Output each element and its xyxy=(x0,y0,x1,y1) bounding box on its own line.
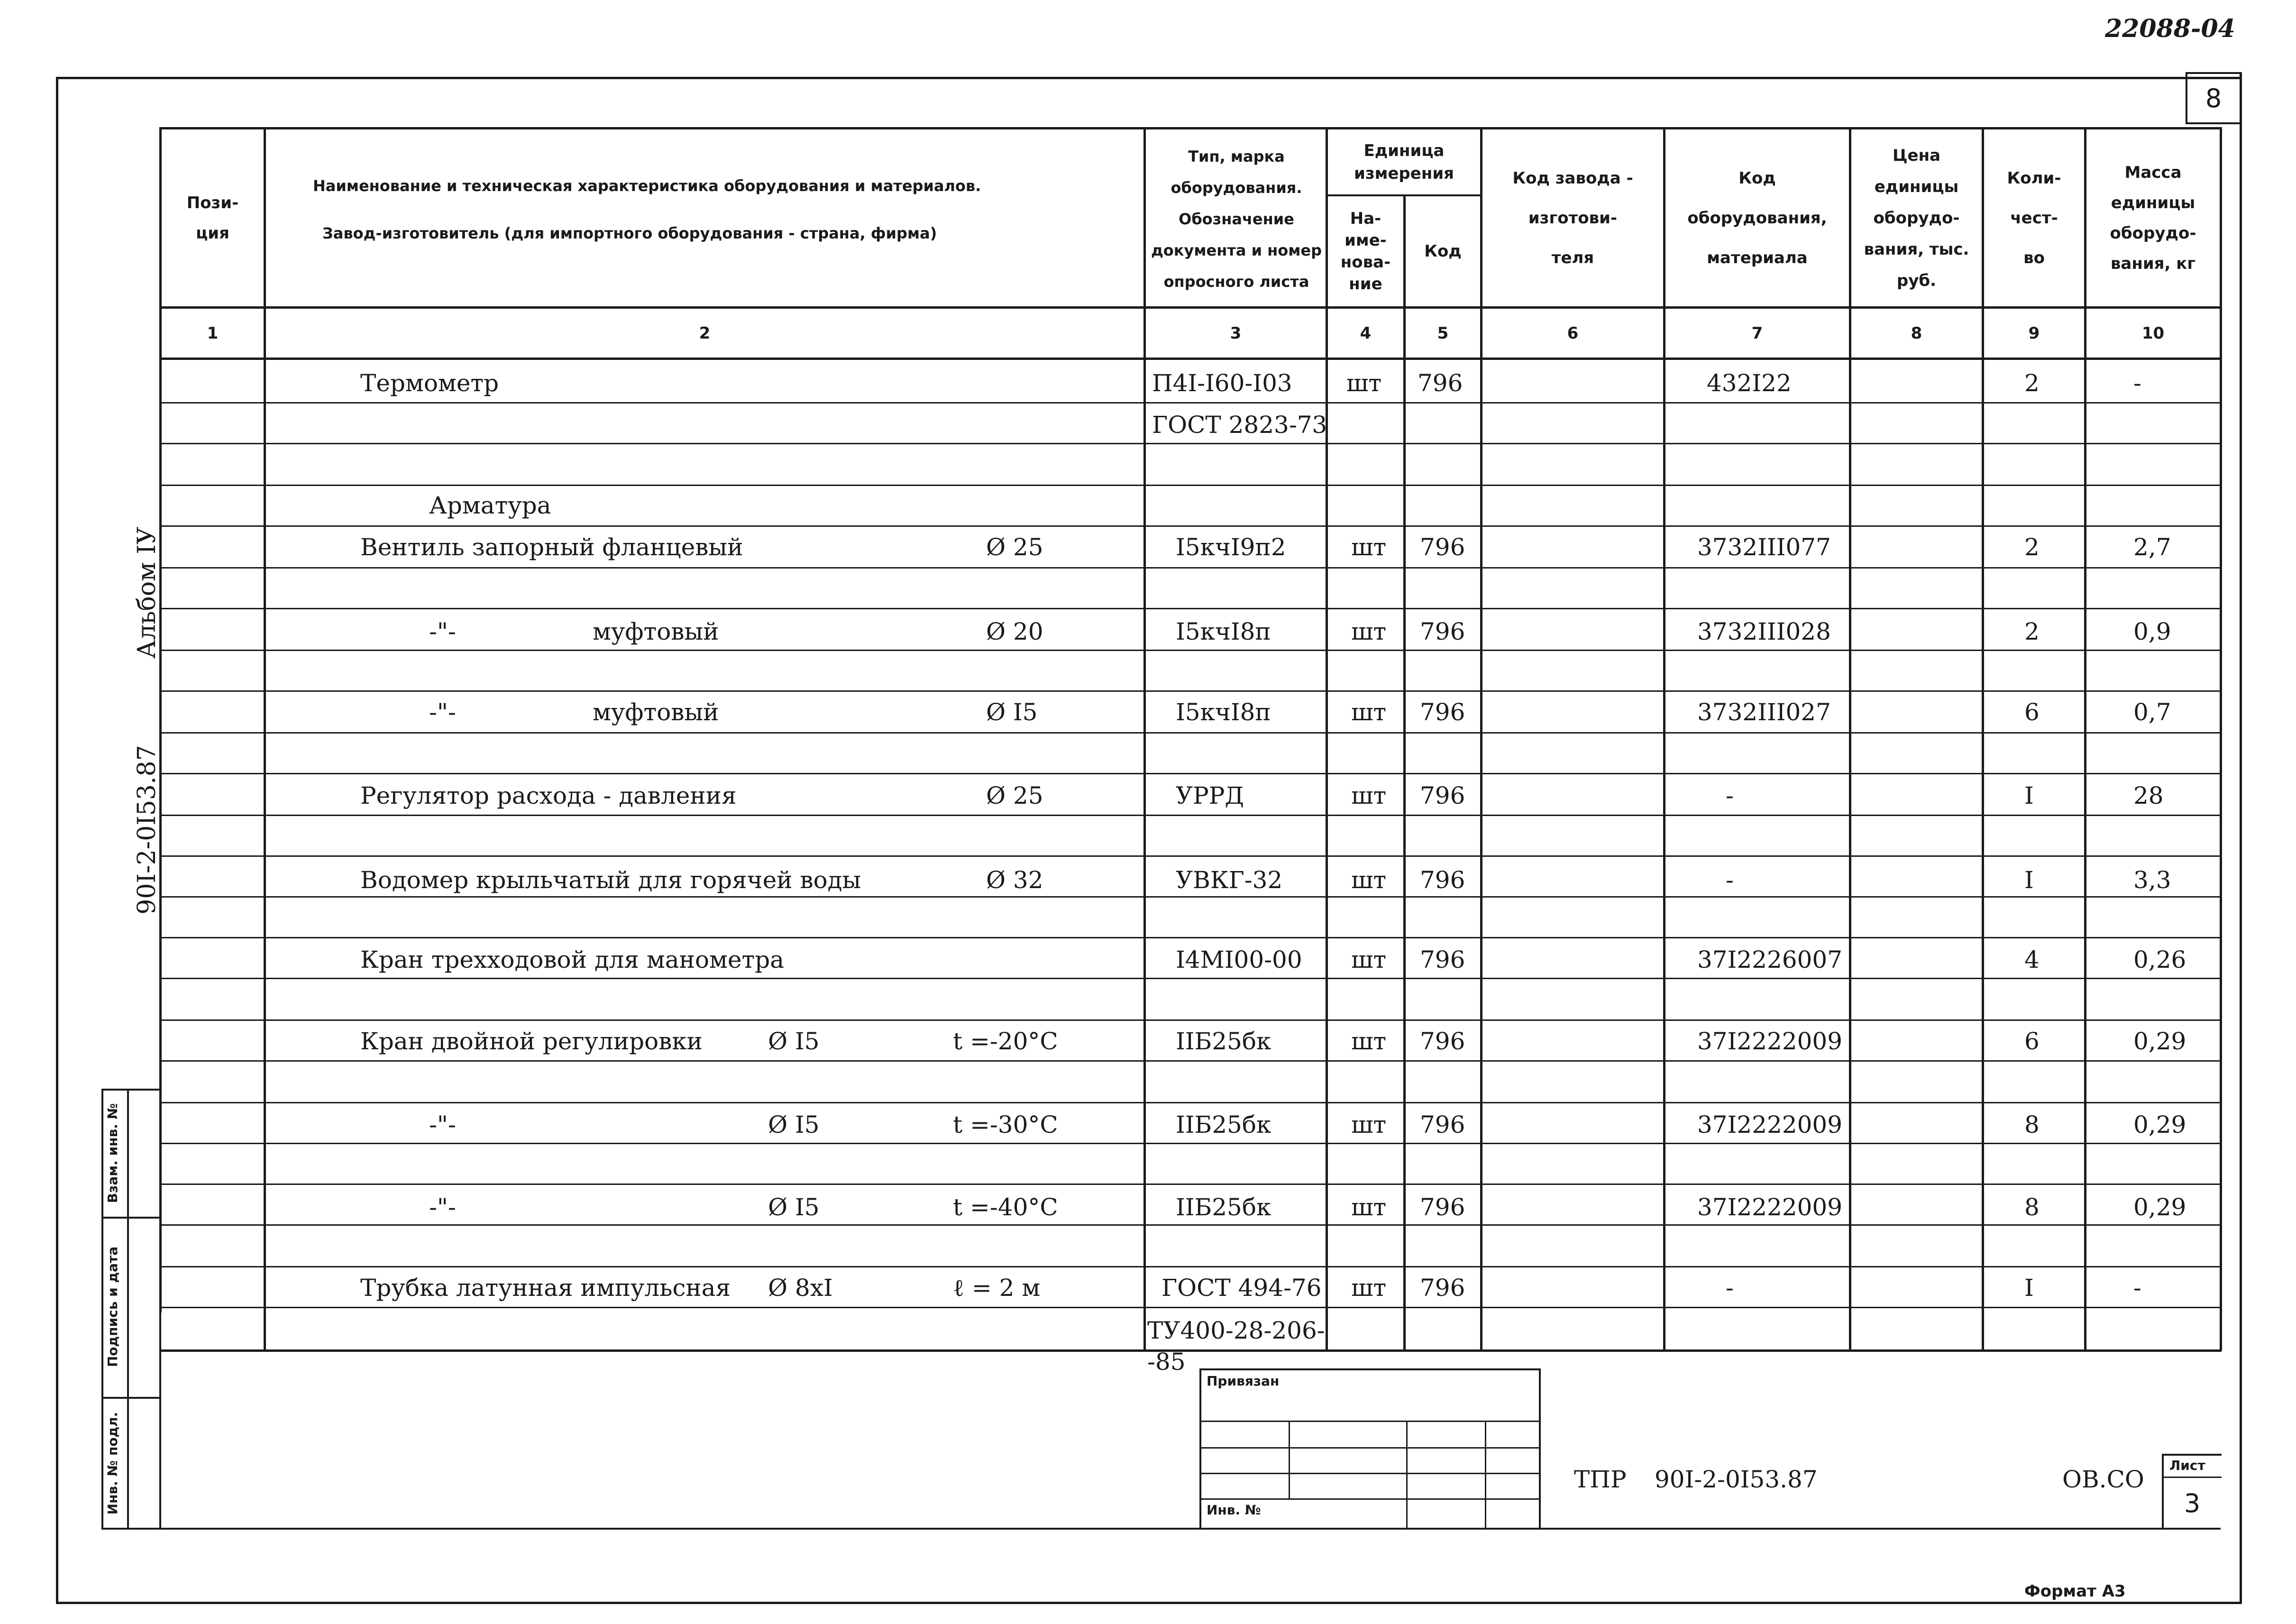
row-line xyxy=(159,1307,2222,1308)
header-unit-code: Код xyxy=(1424,242,1462,261)
side-stamp-top xyxy=(101,1089,161,1091)
row-line xyxy=(159,567,2222,569)
row-code: 796 xyxy=(1420,782,1465,809)
row-type: IIБ25бк xyxy=(1176,1028,1271,1055)
row-unit: шт xyxy=(1351,1111,1387,1138)
row-name: -"- xyxy=(429,1193,456,1221)
row-name: Кран трехходовой для манометра xyxy=(360,946,784,973)
row-param: t =-30°C xyxy=(953,1111,1058,1138)
row-type: IIБ25бк xyxy=(1176,1193,1271,1221)
row-dim: Ø I5 xyxy=(768,1111,820,1138)
row-qty: 6 xyxy=(2024,698,2040,726)
row-mass: 0,29 xyxy=(2133,1111,2186,1138)
stamp-line xyxy=(1199,1473,1541,1474)
frame-top xyxy=(56,77,2241,79)
row-line xyxy=(159,815,2222,816)
header-factory-code: Код завода - изготови- теля xyxy=(1512,168,1633,267)
album-label: Альбом IУ xyxy=(133,526,161,659)
stamp-line xyxy=(1199,1498,1541,1500)
stamp-sheet-label: Лист xyxy=(2169,1458,2205,1473)
row-code: 796 xyxy=(1420,866,1465,894)
row-unit: шт xyxy=(1351,782,1387,809)
row-qty: 2 xyxy=(2024,369,2040,397)
project-label: 90I-2-0I53.87 xyxy=(133,745,161,915)
header-position: Пози- ция xyxy=(186,193,239,243)
row-dim: Ø 20 xyxy=(986,618,1043,645)
row-mass: 28 xyxy=(2133,782,2164,809)
row-code: 796 xyxy=(1420,1028,1465,1055)
header-equipment-code: Код оборудования, материала xyxy=(1687,168,1827,267)
side-stamp-div1 xyxy=(101,1217,161,1219)
row-mass: - xyxy=(2133,1274,2141,1302)
stamp-line xyxy=(1485,1421,1486,1529)
colnum-2: 2 xyxy=(699,323,711,343)
stamp-inv-label: Инв. № xyxy=(1207,1502,1261,1518)
col-line-10 xyxy=(2220,127,2222,1350)
row-unit: шт xyxy=(1351,946,1387,973)
section-title: Арматура xyxy=(429,492,551,519)
row-type: П4I-I60-I03 xyxy=(1152,369,1292,397)
stamp-doc-number: 90I-2-0I53.87 xyxy=(1655,1466,1818,1493)
row-type: I5кчI8п xyxy=(1176,698,1271,726)
row-mass: - xyxy=(2133,369,2141,397)
stamp-line xyxy=(1199,1421,1541,1422)
document-code: 22088-04 xyxy=(2105,14,2235,43)
row-equip: 3732III077 xyxy=(1697,533,1831,561)
row-subname: муфтовый xyxy=(593,698,719,726)
header-price: Цена единицы оборудо- вания, тыс. руб. xyxy=(1864,146,1969,290)
row-mass: 3,3 xyxy=(2133,866,2171,894)
header-name-line1: Наименование и техническая характеристика оборудования и материалов. xyxy=(313,177,981,195)
sheet-corner-number: 8 xyxy=(2205,83,2222,113)
row-line xyxy=(159,1143,2222,1144)
frame-bottom xyxy=(56,1602,2241,1604)
row-line xyxy=(159,1224,2222,1226)
colnum-10: 10 xyxy=(2141,323,2165,343)
row-qty: 8 xyxy=(2024,1111,2040,1138)
row-qty: 4 xyxy=(2024,946,2040,973)
colnum-bottom xyxy=(159,358,2222,360)
header-unit-name: На- име- нова- ние xyxy=(1340,209,1391,294)
row-name: Вентиль запорный фланцевый xyxy=(360,533,743,561)
stamp-line xyxy=(1199,1447,1541,1449)
row-name: Регулятор расхода - давления xyxy=(360,782,737,809)
row-unit: шт xyxy=(1351,618,1387,645)
row-dim: Ø I5 xyxy=(768,1028,820,1055)
row-code: 796 xyxy=(1420,533,1465,561)
row-line xyxy=(159,896,2222,898)
row-type: ГОСТ 2823-73 xyxy=(1152,411,1327,439)
header-name-line2: Завод-изготовитель (для импортного оборудования - страна, фирма) xyxy=(322,224,937,242)
row-subname: муфтовый xyxy=(593,618,719,645)
side-stamp-mid xyxy=(127,1089,129,1530)
row-name: Кран двойной регулировки xyxy=(360,1028,703,1055)
row-mass: 0,29 xyxy=(2133,1028,2186,1055)
row-line xyxy=(159,1019,2222,1021)
stamp-box-right xyxy=(1539,1368,1541,1530)
row-qty: 8 xyxy=(2024,1193,2040,1221)
colnum-7: 7 xyxy=(1751,323,1763,343)
row-line xyxy=(159,1266,2222,1267)
row-equip: - xyxy=(1726,866,1734,894)
row-name: -"- xyxy=(429,618,456,645)
row-line xyxy=(159,485,2222,486)
row-dim: Ø I5 xyxy=(986,698,1038,726)
side-stamp-div2 xyxy=(101,1397,161,1399)
sheet-box-mid xyxy=(2162,1477,2222,1478)
row-param: ℓ = 2 м xyxy=(953,1274,1041,1302)
row-line xyxy=(159,1184,2222,1185)
sheet-box-left xyxy=(2162,1454,2164,1529)
row-equip: 432I22 xyxy=(1707,369,1792,397)
row-line xyxy=(159,937,2222,938)
frame-left xyxy=(56,77,58,1604)
row-equip: - xyxy=(1726,1274,1734,1302)
stamp-tpr: ТПР xyxy=(1574,1466,1627,1493)
row-type: УВКГ-32 xyxy=(1176,866,1283,894)
row-unit: шт xyxy=(1351,1274,1387,1302)
row-unit: шт xyxy=(1351,1028,1387,1055)
row-dim: Ø 25 xyxy=(986,782,1043,809)
colnum-3: 3 xyxy=(1230,323,1242,343)
stamp-box-left xyxy=(1199,1368,1201,1530)
row-equip: 37I2222009 xyxy=(1697,1111,1843,1138)
table-bottom xyxy=(159,1349,2222,1352)
row-line xyxy=(159,690,2222,692)
row-mass: 0,26 xyxy=(2133,946,2186,973)
row-line xyxy=(159,773,2222,774)
row-param: t =-40°C xyxy=(953,1193,1058,1221)
colnum-8: 8 xyxy=(1911,323,1922,343)
row-qty: I xyxy=(2024,1274,2034,1302)
sign-date-label: Подпись и дата xyxy=(105,1246,120,1367)
inv-orig-label: Инв. № подл. xyxy=(105,1412,120,1515)
row-name: -"- xyxy=(429,698,456,726)
row-equip: 3732III028 xyxy=(1697,618,1831,645)
stamp-box-top xyxy=(1199,1368,1541,1370)
row-unit: шт xyxy=(1351,533,1387,561)
row-unit: шт xyxy=(1346,369,1382,397)
header-type: Тип, марка оборудования. Обозначение документа и номер опросного листа xyxy=(1151,147,1322,291)
row-equip: - xyxy=(1726,782,1734,809)
header-unit: Единица измерения xyxy=(1354,141,1454,183)
side-stamp-right xyxy=(159,1089,161,1530)
row-line xyxy=(159,525,2222,527)
stamp-code: ОВ.СО xyxy=(2062,1466,2144,1493)
colnum-9: 9 xyxy=(2028,323,2040,343)
row-type: IIБ25бк xyxy=(1176,1111,1271,1138)
header-mass: Масса единицы оборудо- вания, кг xyxy=(2110,163,2196,273)
row-name: Трубка латунная импульсная xyxy=(360,1274,731,1302)
row-equip: 37I2226007 xyxy=(1697,946,1843,973)
frame-right xyxy=(2240,72,2242,1604)
stamp-sheet-number: 3 xyxy=(2184,1488,2201,1518)
row-equip: 37I2222009 xyxy=(1697,1028,1843,1055)
stamp-line xyxy=(1289,1421,1290,1498)
corner-box-bottom xyxy=(2186,122,2241,124)
row-dim: Ø 32 xyxy=(986,866,1043,894)
format-label: Формат А3 xyxy=(2024,1582,2126,1601)
row-line xyxy=(159,732,2222,734)
row-code: 796 xyxy=(1420,618,1465,645)
row-name: Термометр xyxy=(360,369,499,397)
row-qty: I xyxy=(2024,782,2034,809)
row-line xyxy=(159,1102,2222,1103)
row-line xyxy=(159,1060,2222,1062)
row-type: I4MI00-00 xyxy=(1176,946,1302,973)
stamp-line xyxy=(1406,1421,1408,1529)
row-code: 796 xyxy=(1420,1111,1465,1138)
row-param: t =-20°C xyxy=(953,1028,1058,1055)
row-equip: 3732III027 xyxy=(1697,698,1831,726)
row-type: УРРД xyxy=(1176,782,1244,809)
row-line xyxy=(159,978,2222,979)
row-type: I5кчI9п2 xyxy=(1176,533,1286,561)
row-name: -"- xyxy=(429,1111,456,1138)
row-qty: 2 xyxy=(2024,533,2040,561)
row-code: 796 xyxy=(1418,369,1463,397)
row-name: Водомер крыльчатый для горячей воды xyxy=(360,866,861,894)
colnum-4: 4 xyxy=(1360,323,1372,343)
row-line xyxy=(159,650,2222,651)
row-qty: 2 xyxy=(2024,618,2040,645)
row-line xyxy=(159,855,2222,857)
row-dim: Ø 25 xyxy=(986,533,1043,561)
row-code: 796 xyxy=(1420,1274,1465,1302)
row-mass: 2,7 xyxy=(2133,533,2171,561)
row-code: 796 xyxy=(1420,698,1465,726)
row-line xyxy=(159,443,2222,444)
row-dim: Ø 8xI xyxy=(768,1274,833,1302)
row-line xyxy=(159,608,2222,609)
row-mass: 0,9 xyxy=(2133,618,2171,645)
row-dim: Ø I5 xyxy=(768,1193,820,1221)
side-stamp-left xyxy=(101,1089,103,1530)
colnum-1: 1 xyxy=(207,323,219,343)
row-code: 796 xyxy=(1420,946,1465,973)
row-mass: 0,29 xyxy=(2133,1193,2186,1221)
row-unit: шт xyxy=(1351,698,1387,726)
row-mass: 0,7 xyxy=(2133,698,2171,726)
row-line xyxy=(159,402,2222,404)
sheet-box-top xyxy=(2162,1454,2222,1456)
header-quantity: Коли- чест- во xyxy=(2007,168,2061,267)
row-qty: 6 xyxy=(2024,1028,2040,1055)
stamp-bound-label: Привязан xyxy=(1207,1373,1280,1389)
side-stamp-bottom xyxy=(101,1528,2221,1530)
inv-replace-label: Взам. инв. № xyxy=(105,1103,120,1203)
colnum-6: 6 xyxy=(1567,323,1579,343)
row-code: 796 xyxy=(1420,1193,1465,1221)
row-equip: 37I2222009 xyxy=(1697,1193,1843,1221)
colnum-5: 5 xyxy=(1437,323,1449,343)
row-unit: шт xyxy=(1351,1193,1387,1221)
row-qty: I xyxy=(2024,866,2034,894)
col-line-4 xyxy=(1403,194,1406,1350)
row-type: I5кчI8п xyxy=(1176,618,1271,645)
row-unit: шт xyxy=(1351,866,1387,894)
row-type: ГОСТ 494-76 xyxy=(1162,1274,1322,1302)
row-type: ТУ400-28-206- xyxy=(1147,1317,1325,1344)
row-type-continuation: -85 xyxy=(1147,1348,1186,1376)
